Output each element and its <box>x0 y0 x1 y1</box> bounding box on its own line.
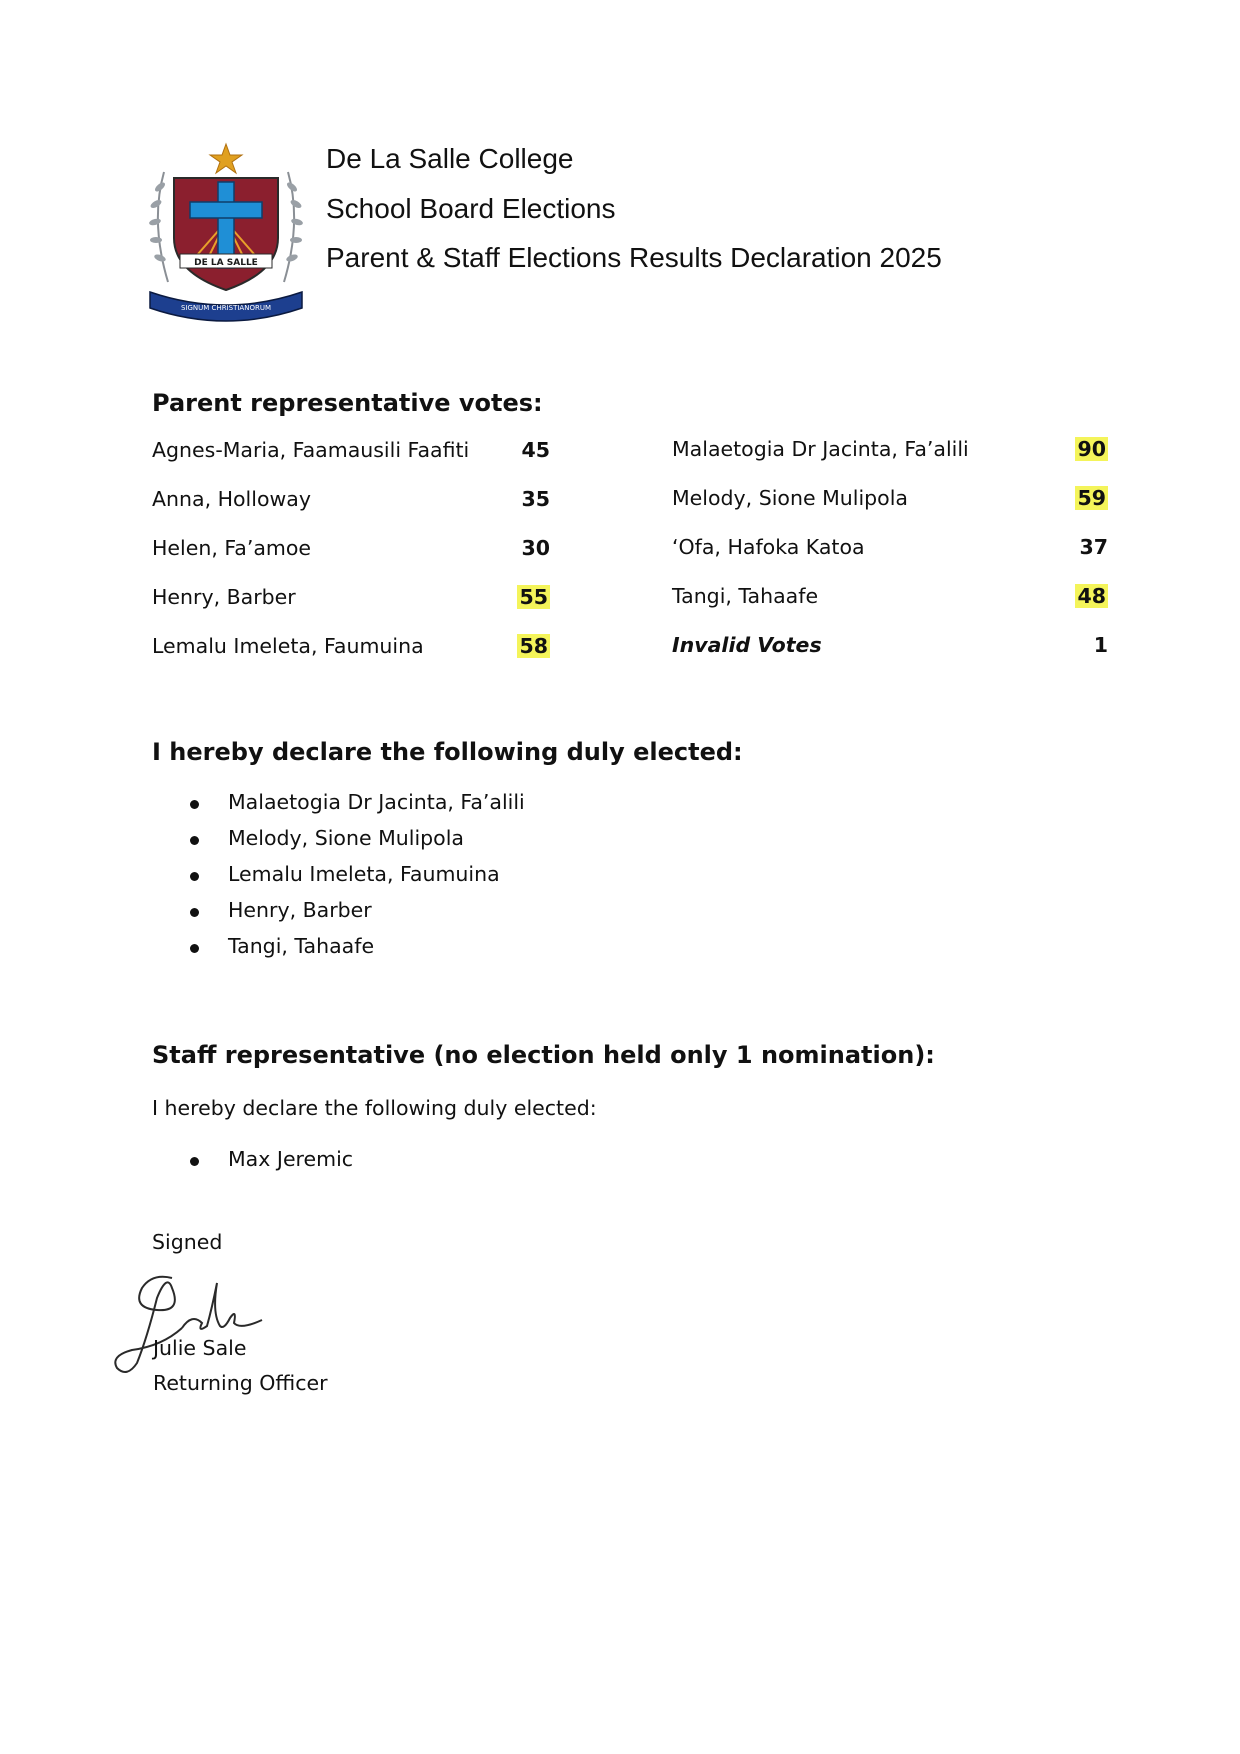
candidate-votes: 35 <box>521 487 550 511</box>
parent-votes-heading: Parent representative votes: <box>152 389 543 417</box>
invalid-votes-label: Invalid Votes <box>672 633 822 657</box>
elected-name: Henry, Barber <box>228 898 372 922</box>
candidate-name: Malaetogia Dr Jacinta, Fa’alili <box>672 437 969 461</box>
star-icon <box>210 144 242 173</box>
candidate-votes: 45 <box>521 438 550 462</box>
candidate-votes: 30 <box>521 536 550 560</box>
staff-declare-text: I hereby declare the following duly elected: <box>152 1096 597 1120</box>
candidate-votes: 48 <box>1077 584 1106 608</box>
candidate-votes: 55 <box>519 585 548 609</box>
header-declaration-title: Parent & Staff Elections Results Declaration 2025 <box>326 242 942 273</box>
elected-name: Tangi, Tahaafe <box>228 934 375 958</box>
handwritten-signature <box>112 1268 272 1380</box>
candidate-name: Anna, Holloway <box>152 487 311 511</box>
candidate-name: Agnes-Maria, Faamausili Faafiti <box>152 438 470 462</box>
elected-name: Melody, Sione Mulipola <box>228 826 464 850</box>
elected-list <box>190 790 790 990</box>
candidate-name: Tangi, Tahaafe <box>672 584 819 608</box>
bullet-icon <box>190 872 199 881</box>
candidate-name: ‘Ofa, Hafoka Katoa <box>672 535 865 559</box>
header-college-name: De La Salle College <box>326 143 574 174</box>
officer-role: Returning Officer <box>153 1371 328 1395</box>
header-subtitle: School Board Elections <box>326 193 616 224</box>
bullet-icon <box>190 800 199 809</box>
elected-name: Lemalu Imeleta, Faumuina <box>228 862 500 886</box>
candidate-name: Lemalu Imeleta, Faumuina <box>152 634 424 658</box>
candidate-votes: 59 <box>1077 486 1106 510</box>
candidate-votes: 90 <box>1077 437 1106 461</box>
staff-heading: Staff representative (no election held only 1 nomination): <box>152 1041 935 1069</box>
bullet-icon <box>190 836 199 845</box>
bullet-icon <box>190 908 199 917</box>
invalid-votes-count: 1 <box>1093 633 1108 657</box>
candidate-name: Helen, Fa’amoe <box>152 536 312 560</box>
candidate-name: Henry, Barber <box>152 585 296 609</box>
staff-elected-name: Max Jeremic <box>228 1147 354 1171</box>
elected-heading: I hereby declare the following duly elected: <box>152 738 743 766</box>
bullet-icon <box>190 944 199 953</box>
elected-name: Malaetogia Dr Jacinta, Fa’alili <box>228 790 525 814</box>
crest-scroll-text: SIGNUM CHRISTIANORUM <box>181 304 271 312</box>
crest-banner-text: DE LA SALLE <box>194 258 258 268</box>
signed-label: Signed <box>152 1230 223 1254</box>
candidate-votes: 58 <box>519 634 548 658</box>
officer-name: Julie Sale <box>153 1336 247 1360</box>
bullet-icon <box>190 1157 199 1166</box>
staff-elected-list <box>190 1147 690 1177</box>
candidate-name: Melody, Sione Mulipola <box>672 486 908 510</box>
candidate-votes: 37 <box>1079 535 1108 559</box>
college-crest-logo <box>146 142 306 324</box>
